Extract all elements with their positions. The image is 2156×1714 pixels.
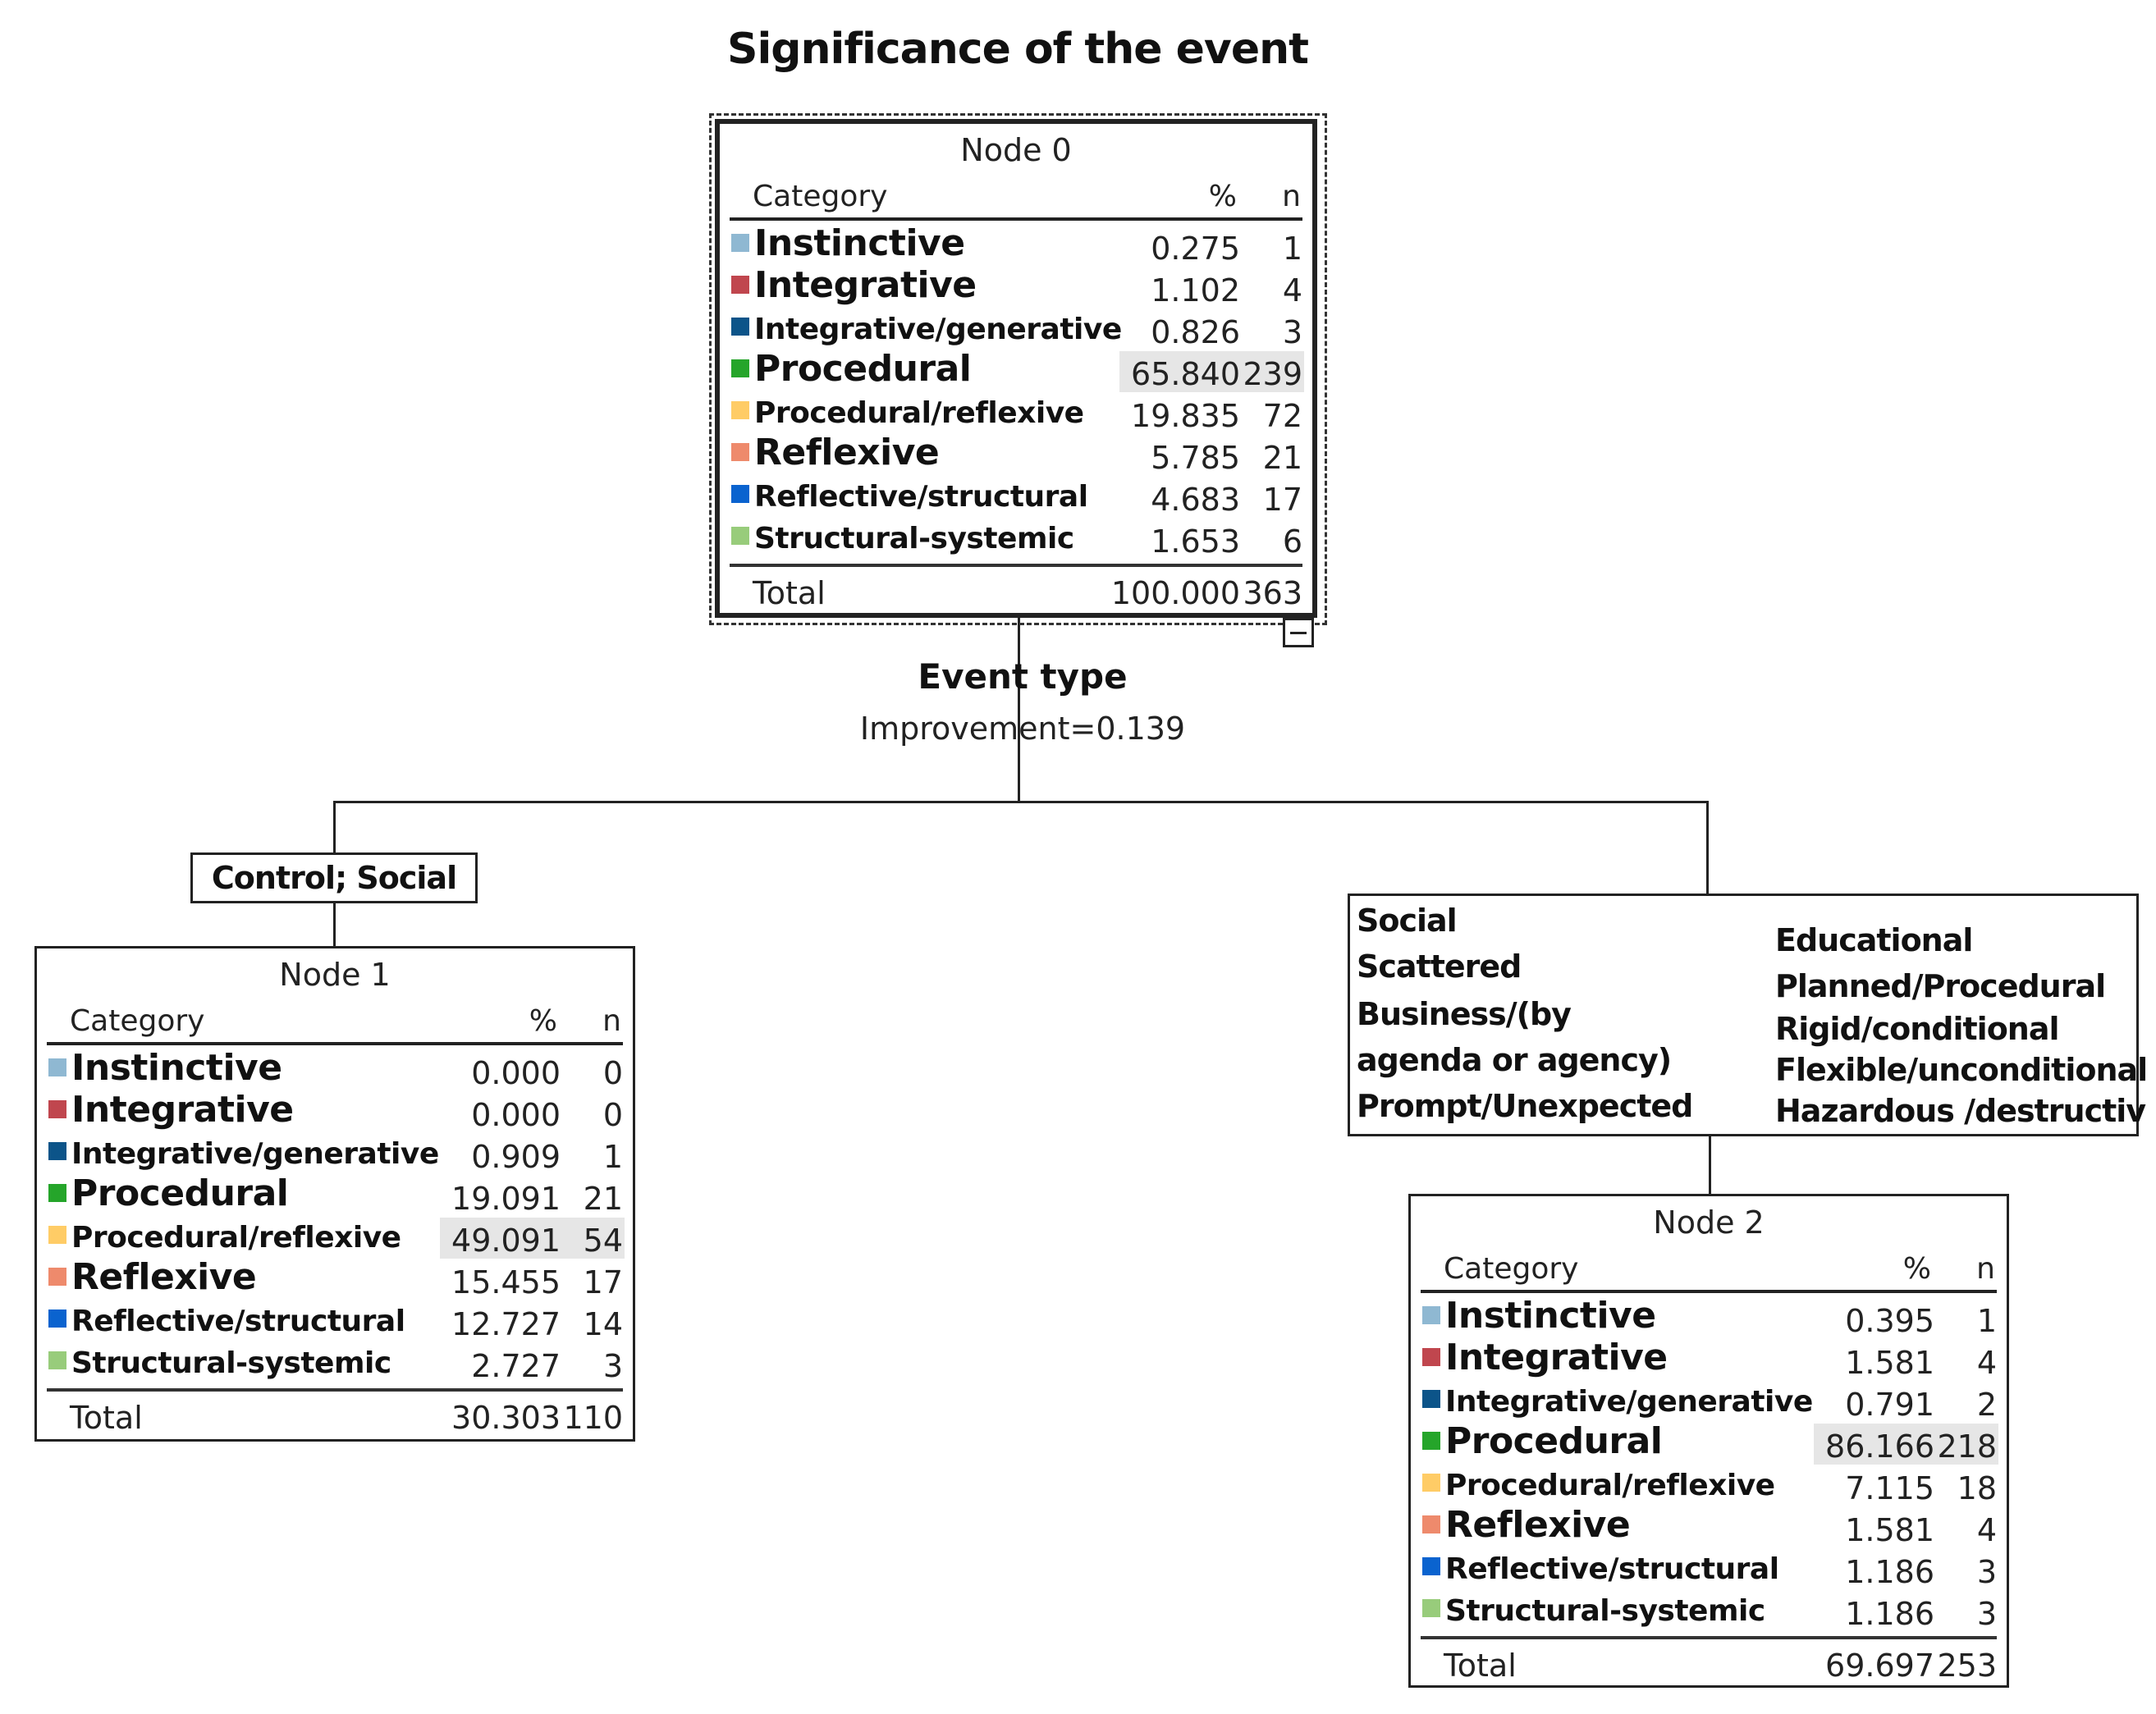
total-label: Total	[753, 575, 826, 611]
table-row	[1411, 1382, 2007, 1424]
table-row	[720, 309, 1312, 351]
branch-left-text: Control; Social	[211, 860, 457, 896]
table-row	[1411, 1420, 2007, 1465]
category-label: Structural-systemic	[71, 1346, 391, 1380]
percent-value: 19.835	[1131, 398, 1240, 434]
category-swatch	[48, 1142, 66, 1160]
count-value: 17	[1262, 482, 1302, 518]
category-header: Category	[753, 180, 888, 213]
total-percent: 69.697	[1825, 1648, 1934, 1684]
percent-value: 1.581	[1845, 1512, 1934, 1548]
connector	[333, 903, 336, 947]
count-value: 18	[1957, 1470, 1997, 1506]
table-row	[720, 393, 1312, 435]
category-label: Procedural	[1445, 1420, 1663, 1462]
table-row	[37, 1256, 633, 1301]
category-swatch	[1422, 1557, 1440, 1575]
branch-left-label	[190, 852, 478, 903]
percent-value: 19.091	[451, 1181, 561, 1217]
category-swatch	[1422, 1599, 1440, 1617]
category-label: Integrative	[754, 264, 977, 306]
table-row	[1411, 1337, 2007, 1382]
split-variable: Event type	[918, 656, 1128, 697]
count-value: 1	[1282, 231, 1302, 267]
table-row	[720, 432, 1312, 477]
node-1[interactable]	[34, 946, 635, 1442]
category-label: Instinctive	[754, 222, 965, 264]
table-row	[37, 1343, 633, 1385]
branch-category: Hazardous /destructiv	[1775, 1093, 2146, 1129]
percent-value: 1.186	[1845, 1554, 1934, 1590]
count-value: 1	[602, 1139, 623, 1175]
table-row	[720, 477, 1312, 519]
category-swatch	[48, 1226, 66, 1244]
connector	[1706, 801, 1709, 894]
count-value: 2	[1976, 1387, 1997, 1423]
total-label: Total	[1444, 1648, 1517, 1684]
percent-value: 65.840	[1131, 356, 1240, 392]
node-0[interactable]	[715, 119, 1317, 618]
percent-value: 1.102	[1151, 272, 1240, 309]
category-label: Structural-systemic	[1445, 1594, 1765, 1628]
total-row	[730, 564, 1302, 616]
branch-category: Social	[1357, 903, 1457, 939]
table-row	[720, 222, 1312, 267]
branch-category: agenda or agency)	[1357, 1042, 1672, 1078]
percent-value: 2.727	[471, 1348, 561, 1384]
node-title: Node 2	[1653, 1204, 1765, 1241]
connector	[333, 801, 1709, 803]
category-swatch	[48, 1268, 66, 1286]
percent-value: 15.455	[451, 1264, 561, 1300]
count-value: 14	[583, 1306, 623, 1342]
category-swatch	[731, 527, 749, 545]
table-row	[720, 264, 1312, 309]
percent-header: %	[529, 1004, 557, 1038]
category-label: Procedural/reflexive	[754, 396, 1084, 430]
count-value: 17	[583, 1264, 623, 1300]
count-value: 72	[1262, 398, 1302, 434]
category-swatch	[48, 1100, 66, 1118]
count-value: 4	[1976, 1512, 1997, 1548]
category-label: Reflexive	[1445, 1504, 1631, 1546]
count-value: 3	[602, 1348, 623, 1384]
branch-category: Prompt/Unexpected	[1357, 1088, 1693, 1124]
node-header	[47, 1004, 623, 1045]
connector	[333, 801, 336, 852]
category-label: Instinctive	[71, 1047, 282, 1089]
count-value: 3	[1282, 314, 1302, 350]
total-percent: 30.303	[451, 1400, 561, 1436]
n-header: n	[1976, 1252, 1995, 1286]
table-row	[37, 1301, 633, 1343]
percent-value: 0.395	[1845, 1303, 1934, 1339]
category-swatch	[731, 359, 749, 377]
category-label: Reflective/structural	[754, 480, 1088, 514]
branch-right-label	[1348, 894, 2148, 1136]
category-swatch	[1422, 1474, 1440, 1492]
count-value: 1	[1976, 1303, 1997, 1339]
category-label: Integrative/generative	[1445, 1385, 1813, 1419]
category-label: Procedural/reflexive	[71, 1221, 401, 1255]
total-n: 110	[563, 1400, 623, 1436]
count-value: 54	[583, 1223, 623, 1259]
percent-value: 0.909	[471, 1139, 561, 1175]
category-swatch	[48, 1184, 66, 1202]
branch-category: Educational	[1775, 922, 1973, 958]
branch-category: Flexible/unconditional	[1775, 1052, 2148, 1088]
percent-value: 1.186	[1845, 1596, 1934, 1632]
percent-value: 49.091	[451, 1223, 561, 1259]
branch-category: Planned/Procedural	[1775, 968, 2106, 1004]
count-value: 3	[1976, 1596, 1997, 1632]
node-rows	[1411, 1295, 2007, 1633]
category-label: Instinctive	[1445, 1295, 1656, 1337]
branch-category: Business/(by	[1357, 996, 1571, 1032]
n-header: n	[1282, 180, 1301, 213]
count-value: 0	[602, 1055, 623, 1091]
category-label: Integrative	[1445, 1337, 1668, 1378]
percent-value: 0.000	[471, 1097, 561, 1133]
table-row	[720, 519, 1312, 560]
percent-value: 1.653	[1151, 523, 1240, 560]
percent-value: 0.826	[1151, 314, 1240, 350]
category-header: Category	[70, 1004, 205, 1038]
percent-value: 86.166	[1825, 1428, 1934, 1465]
category-swatch	[1422, 1515, 1440, 1533]
percent-value: 1.581	[1845, 1345, 1934, 1381]
count-value: 3	[1976, 1554, 1997, 1590]
category-swatch	[731, 401, 749, 419]
category-swatch	[1422, 1432, 1440, 1450]
percent-header: %	[1902, 1252, 1931, 1286]
node-header	[1421, 1252, 1997, 1293]
table-row	[1411, 1465, 2007, 1507]
category-label: Integrative/generative	[754, 313, 1122, 346]
percent-value: 0.000	[471, 1055, 561, 1091]
percent-value: 0.791	[1845, 1387, 1934, 1423]
table-row	[37, 1089, 633, 1134]
percent-value: 12.727	[451, 1306, 561, 1342]
category-swatch	[1422, 1306, 1440, 1324]
percent-value: 0.275	[1151, 231, 1240, 267]
count-value: 21	[1262, 440, 1302, 476]
table-row	[1411, 1295, 2007, 1340]
category-swatch	[48, 1058, 66, 1076]
category-swatch	[1422, 1348, 1440, 1366]
total-n: 363	[1243, 575, 1302, 611]
split-improvement: Improvement=0.139	[859, 711, 1186, 747]
n-header: n	[602, 1004, 621, 1038]
total-n: 253	[1937, 1648, 1997, 1684]
table-row	[37, 1134, 633, 1176]
count-value: 6	[1282, 523, 1302, 560]
collapse-toggle-icon[interactable]	[1283, 618, 1314, 647]
node-title: Node 1	[279, 957, 391, 993]
connector	[1709, 1136, 1711, 1195]
node-header	[730, 180, 1302, 221]
category-label: Procedural	[754, 348, 972, 390]
percent-value: 5.785	[1151, 440, 1240, 476]
table-row	[37, 1172, 633, 1218]
count-value: 239	[1243, 356, 1302, 392]
category-label: Integrative	[71, 1089, 294, 1131]
node-2[interactable]	[1408, 1194, 2009, 1688]
count-value: 4	[1976, 1345, 1997, 1381]
node-title: Node 0	[960, 132, 1072, 168]
category-swatch	[731, 234, 749, 252]
category-label: Reflexive	[71, 1256, 257, 1298]
total-row	[1421, 1636, 1997, 1689]
count-value: 21	[583, 1181, 623, 1217]
count-value: 0	[602, 1097, 623, 1133]
table-row	[37, 1047, 633, 1092]
category-swatch	[1422, 1390, 1440, 1408]
category-label: Reflexive	[754, 432, 940, 473]
table-row	[1411, 1504, 2007, 1549]
category-label: Reflective/structural	[71, 1305, 405, 1338]
category-swatch	[731, 276, 749, 294]
table-row	[720, 348, 1312, 393]
category-swatch	[48, 1309, 66, 1328]
category-swatch	[731, 485, 749, 503]
branch-category: Rigid/conditional	[1775, 1011, 2059, 1047]
category-swatch	[48, 1351, 66, 1369]
category-header: Category	[1444, 1252, 1579, 1286]
branch-category: Scattered	[1357, 948, 1522, 985]
total-percent: 100.000	[1110, 575, 1240, 611]
category-label: Procedural	[71, 1172, 289, 1214]
table-row	[37, 1218, 633, 1259]
table-row	[1411, 1549, 2007, 1591]
node-rows	[37, 1047, 633, 1385]
percent-value: 7.115	[1845, 1470, 1934, 1506]
percent-value: 4.683	[1151, 482, 1240, 518]
percent-header: %	[1208, 180, 1237, 213]
tree-title: Significance of the event	[727, 25, 1308, 74]
category-swatch	[731, 318, 749, 336]
category-label: Structural-systemic	[754, 522, 1074, 555]
category-label: Integrative/generative	[71, 1137, 439, 1171]
table-row	[1411, 1591, 2007, 1633]
total-label: Total	[70, 1400, 143, 1436]
category-swatch	[731, 443, 749, 461]
count-value: 4	[1282, 272, 1302, 309]
count-value: 218	[1937, 1428, 1997, 1465]
category-label: Procedural/reflexive	[1445, 1469, 1775, 1502]
category-label: Reflective/structural	[1445, 1552, 1779, 1586]
total-row	[47, 1388, 623, 1441]
node-rows	[720, 222, 1312, 560]
